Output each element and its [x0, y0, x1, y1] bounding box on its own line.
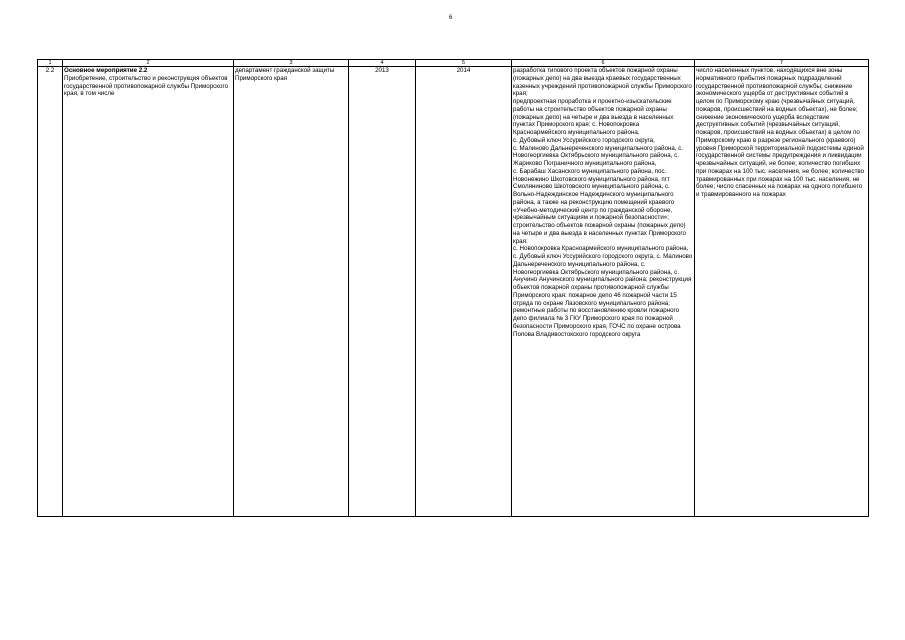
activities-text: разработка типового проекта объектов пожарной охраны (пожарных депо) на два выезда краевых государственных казенных учреждений противопожарной службы Приморского края; предпроектная проработка и проектно-изыскательские работы на строительство объектов пожарной охраны (пожарных депо) на четыре и два выезда в населенных пунктах Приморского края: с. Новопокровка Красноармейского муниципального района, с. Дубовый ключ Уссурийского городского округа, с. Малиново Дальнереченского муниципального района, с. Новогеоргиевка Октябрьского муниципального района, с. Жариково Пограничного муниципального района, с. Барабаш Хасанского муниципального района, пос. Новонежино Шкотовского муниципального района, пгт Смоляниново Шкотовского муниципального района, с. Вольно-Надеждинское Надеждинского муниципального района, а также на реконструкцию помещений краевого «Учебно-методический центр по гражданской обороне, чрезвычайным ситуациям и пожарной безопасности»; строительство объектов пожарной охраны (пожарных депо) на четыре и два выезда в населенных пунктах Приморского края: с. Новопокровка Красноармейского муниципального района, с. Дубовый ключ Уссурийского городского округа, с. Малиново Дальнереченского муниципального района, с. Новогеоргиевка Октябрьского муниципального района, с. Анучино Анучинского муниципального района; реконструкция объектов пожарной охраны противопожарной службы Приморского края: пожарное депо 46 пожарной части 15 отряда по охране Лазовского муниципального района; ремонтные работы по восстановлению кровли пожарного депо филиала № 3 ГКУ Приморского края по пожарной безопасности Приморского края, ГОЧС по охране острова Попова Владивостокского городского округа: [513, 67, 693, 338]
start-year-cell: 2013: [349, 67, 416, 517]
page-number: 6: [449, 15, 453, 21]
row-number-cell: 2.2: [38, 67, 63, 517]
activities-cell: [512, 67, 695, 517]
measure-text: Приобретение, строительство и реконструкция объектов государственной противопожарной службы Приморского края, в том числе: [64, 74, 229, 98]
executor-cell: [234, 67, 349, 517]
measure-title: Основное мероприятие 2.2: [64, 67, 148, 74]
end-year-cell: 2014: [416, 67, 512, 517]
column-header-2: 2: [63, 60, 234, 67]
column-header-6: 6: [512, 60, 695, 67]
column-header-5: 5: [416, 60, 512, 67]
indicators-text: число населенных пунктов, находящихся вне зоны нормативного прибытия пожарных подразделений государственной противопожарной службы; снижение экономического ущерба от деструктивных событий в целом по Приморскому краю (чрезвычайных ситуаций, пожаров, происшествий на водных объектах), не более; снижение экономического ущерба вследствие деструктивных событий (чрезвычайных ситуаций, пожаров, происшествий на водных объектах) в целом по Приморскому краю в разрезе регионального (краевого) уровня Приморской территориальной подсистемы единой государственной системы предупреждения и ликвидации чрезвычайных ситуаций, не более; количество погибших при пожарах на 100 тыс. населения, не более; количество травмированных при пожарах на 100 тыс. населения, не более; число спасенных на пожарах на одного погибшего и травмированного на пожарах: [696, 67, 865, 198]
column-header-4: 4: [349, 60, 416, 67]
executor-text: департамент гражданской защиты Приморского края: [235, 67, 335, 82]
header-row: [38, 60, 869, 67]
indicators-cell: [695, 67, 869, 517]
program-measures-table: [37, 59, 869, 517]
column-header-1: 1: [38, 60, 63, 67]
column-header-7: 7: [695, 60, 869, 67]
table-row: [38, 67, 869, 517]
measure-cell: [63, 67, 234, 517]
column-header-3: 3: [234, 60, 349, 67]
